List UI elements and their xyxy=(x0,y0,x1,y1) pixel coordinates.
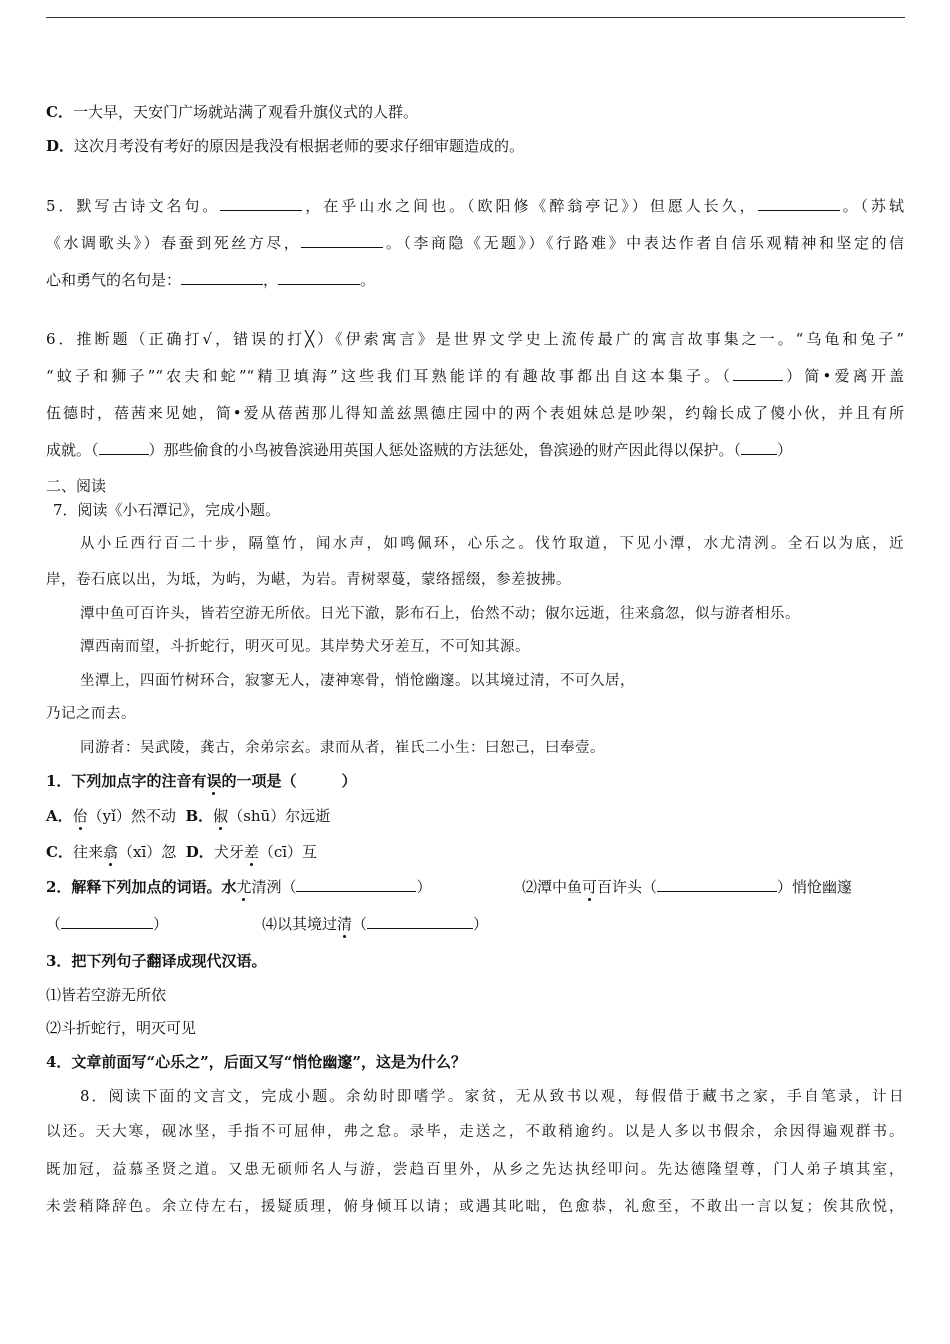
answer-blank[interactable] xyxy=(758,196,840,211)
q8-line-1: 8．阅读下面的文言文，完成小题。余幼时即嗜学。家贫，无从致书以观，每假借于藏书之家，手自笔录，计日 xyxy=(80,1087,904,1105)
q8-line-2: 以还。天大寒，砚冰坚，手指不可屈伸，弗之怠。录毕，走送之，不敢稍逾约。以是人多以书假余，余因得遍观群书。 xyxy=(46,1124,904,1140)
q6-line-2: “蚊子和狮子”“农夫和蛇”“精卫填海”这些我们耳熟能详的有趣故事都出自这本集子。（ ）简•爱离开盖 xyxy=(46,367,904,385)
answer-blank[interactable] xyxy=(220,196,302,211)
section-heading: 二、阅读 xyxy=(46,477,107,495)
header-rule xyxy=(46,17,905,18)
passage-line: 岸，卷石底以出，为坻，为屿，为嵁，为岩。青树翠蔓，蒙络摇缀，参差披拂。 xyxy=(46,572,571,588)
q4-option-d xyxy=(46,136,524,156)
answer-blank[interactable] xyxy=(301,233,383,248)
q7-sub1-options-ab: A．佁（yǐ）然不动 B．俶（shū）尔远逝 xyxy=(46,807,331,825)
q5-line-2: 《水调歌头》）春蚕到死丝方尽， 。（李商隐《无题》）《行路难》中表达作者自信乐观精神和坚定的信 xyxy=(46,234,904,252)
q5-line-3: 心和勇气的名句是： ， 。 xyxy=(46,271,376,289)
passage-line: 潭中鱼可百许头，皆若空游无所依。日光下澈，影布石上，佁然不动；俶尔远逝，往来翕忽，似与游者相乐。 xyxy=(80,606,800,622)
q7-sub2-line-1b: ⑵潭中鱼可百许头（ ）悄怆幽邃 xyxy=(522,878,853,896)
q7-sub3: 3．把下列句子翻译成现代汉语。 xyxy=(46,952,267,970)
option-label: D． xyxy=(46,137,75,155)
q4-option-c xyxy=(46,102,418,122)
q7-sub2-line-1: 2．解释下列加点的词语。水尤清洌（ ） xyxy=(46,878,432,896)
q7-sub2-line-2: （ ） xyxy=(46,915,169,933)
answer-blank[interactable] xyxy=(61,914,153,929)
answer-blank[interactable] xyxy=(296,877,416,892)
q7-intro: 7．阅读《小石潭记》，完成小题。 xyxy=(53,501,281,519)
q6-line-3: 伍德时，蓓茜来见她，简•爱从蓓茜那儿得知盖兹黑德庄园中的两个表姐妹总是吵架，约翰长成了傻小伙，并且有所 xyxy=(46,404,904,422)
answer-blank[interactable] xyxy=(741,440,777,455)
q8-line-4: 未尝稍降辞色。余立侍左右，援疑质理，俯身倾耳以请；或遇其叱咄，色愈恭，礼愈至，不敢出一言以复；俟其欣悦， xyxy=(46,1199,904,1215)
option-text: 这次月考没有考好的原因是我没有根据老师的要求仔细审题造成的。 xyxy=(74,137,525,155)
option-text: 一大早，天安门广场就站满了观看升旗仪式的人群。 xyxy=(72,103,418,121)
q7-sub3-s1: ⑴皆若空游无所依 xyxy=(46,986,167,1004)
q6-line-4: 成就。（ ）那些偷食的小鸟被鲁滨逊用英国人惩处盗贼的方法惩处，鲁滨逊的财产因此得以保护。（ ） xyxy=(46,441,793,459)
option-label: C． xyxy=(46,103,73,121)
passage-line: 坐潭上，四面竹树环合，寂寥无人，凄神寒骨，悄怆幽邃。以其境过清，不可久居， xyxy=(80,673,635,689)
q6-line-1: 6．推断题（正确打√，错误的打╳）《伊索寓言》是世界文学史上流传最广的寓言故事集之一。“乌龟和兔子” xyxy=(46,330,904,348)
q7-sub1-options-cd: C．往来翕（xī）忽 D．犬牙差（cī）互 xyxy=(46,843,318,861)
passage-line: 同游者：吴武陵，龚古，余弟宗玄。隶而从者，崔氏二小生：曰恕己，曰奉壹。 xyxy=(80,740,605,756)
q8-line-3: 既加冠，益慕圣贤之道。又患无硕师名人与游，尝趋百里外，从乡之先达执经叩问。先达德隆望尊，门人弟子填其室， xyxy=(46,1162,904,1178)
answer-blank[interactable] xyxy=(657,877,777,892)
passage-line: 乃记之而去。 xyxy=(46,706,136,722)
answer-blank[interactable] xyxy=(733,366,783,381)
answer-blank[interactable] xyxy=(367,914,473,929)
q7-sub3-s2: ⑵斗折蛇行，明灭可见 xyxy=(46,1019,197,1037)
answer-blank[interactable] xyxy=(278,270,360,285)
answer-blank[interactable] xyxy=(181,270,263,285)
passage-line: 从小丘西行百二十步，隔篁竹，闻水声，如鸣佩环，心乐之。伐竹取道，下见小潭，水尤清洌。全石以为底，近 xyxy=(80,536,904,552)
passage-line: 潭西南而望，斗折蛇行，明灭可见。其岸势犬牙差互，不可知其源。 xyxy=(80,639,530,655)
q5-line-1: 5．默写古诗文名句。 ，在乎山水之间也。（欧阳修《醉翁亭记》）但愿人长久， 。（苏轼 xyxy=(46,197,904,215)
q7-sub2-line-2b: ⑷以其境过清（ ） xyxy=(262,915,489,933)
answer-blank[interactable] xyxy=(99,440,149,455)
q7-sub1: 1．下列加点字的注音有误的一项是（ ） xyxy=(46,772,357,790)
q7-sub4: 4．文章前面写“心乐之”，后面又写“悄怆幽邃”，这是为什么？ xyxy=(46,1053,466,1071)
